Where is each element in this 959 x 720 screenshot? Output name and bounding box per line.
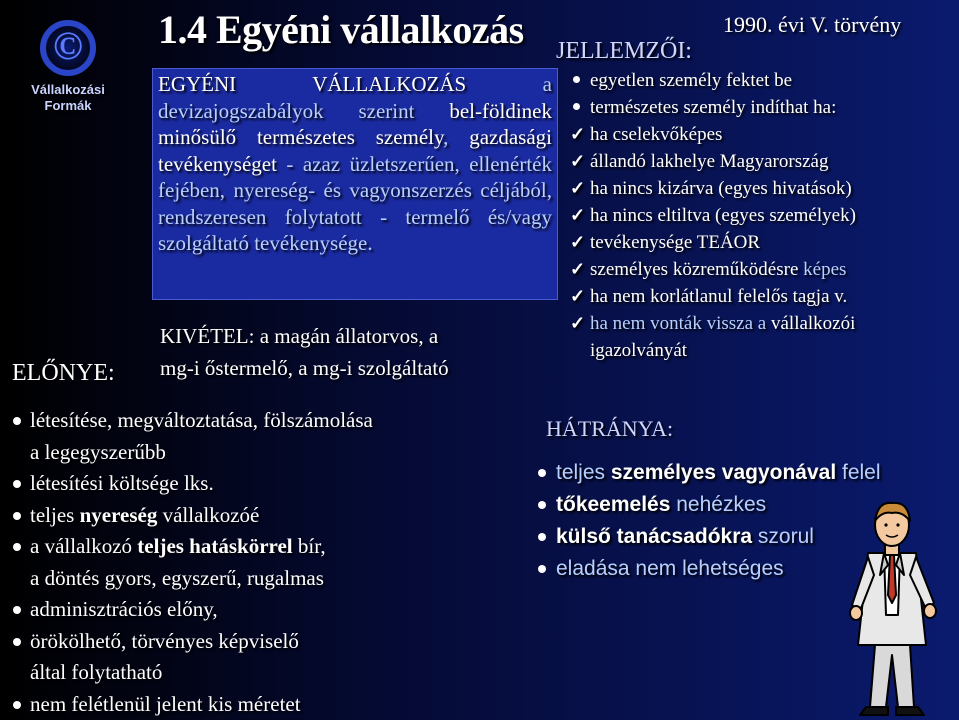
item-highlight: külső tanácsadókra — [556, 525, 753, 548]
list-item — [30, 657, 550, 689]
list-item — [590, 337, 955, 364]
item-text: adminisztrációs előny, — [30, 597, 218, 621]
item-text: egyetlen személy fektet be — [590, 70, 793, 91]
item-highlight: személyes közreműködésre — [590, 259, 799, 280]
item-text: tevékenysége TEÁOR — [590, 232, 761, 253]
law-reference: 1990. évi V. törvény — [723, 12, 902, 37]
logo-line2: Formák — [44, 98, 92, 113]
list-item — [30, 594, 550, 626]
item-text: teljes — [556, 461, 611, 484]
check-item — [590, 148, 955, 175]
item-text: ha nem vonták vissza a — [590, 313, 771, 334]
disadvantages-heading: HÁTRÁNYA: — [546, 416, 674, 441]
def-part-4: , — [443, 125, 470, 149]
check-item — [590, 310, 955, 337]
definition-text — [158, 71, 552, 257]
def-part-1: EGYÉNI VÁLLALKOZÁS — [158, 72, 467, 96]
list-item — [30, 437, 550, 469]
list-item — [590, 94, 955, 121]
item-text: bír, — [292, 534, 326, 558]
check-item — [590, 283, 955, 310]
check-item — [590, 229, 955, 256]
list-item — [30, 500, 550, 532]
item-text: ha nem korlátlanul felelős tagja v. — [590, 286, 848, 307]
item-highlight: tőkeemelés — [556, 493, 671, 516]
list-item — [30, 563, 550, 595]
item-text: képes — [798, 259, 847, 280]
slide-title: 1.4 Egyéni vállalkozás — [158, 7, 524, 52]
item-text: nem felétlenül jelent kis méretet — [30, 691, 301, 716]
item-highlight: személyes vagyonával — [610, 461, 837, 484]
item-text: örökölhető, törvényes képviselő — [30, 628, 299, 653]
check-item — [590, 256, 955, 283]
item-highlight: nyereség — [79, 502, 158, 527]
item-text: természetes személy indíthat ha: — [590, 97, 837, 118]
item-highlight: igazolványát — [590, 340, 688, 361]
item-text: a vállalkozó — [30, 534, 138, 558]
list-item — [590, 67, 955, 94]
def-part-2: a devizajogszabályok szerint — [158, 72, 553, 123]
exception-line1: KIVÉTEL: a magán állatorvos, a — [160, 324, 439, 348]
logo-line1: Vállalkozási — [31, 82, 105, 97]
businessman-clipart — [830, 495, 955, 720]
item-text: által folytatható — [30, 660, 163, 684]
list-item — [30, 468, 550, 500]
item-text: létesítési költsége lks. — [30, 471, 214, 495]
item-text: ha cselekvőképes — [590, 124, 723, 145]
item-text: állandó lakhelye Magyarország — [590, 151, 829, 172]
exception-line2: mg-i őstermelő, a mg-i szolgáltató — [160, 356, 449, 380]
list-item — [30, 626, 550, 658]
characteristics-list — [590, 67, 955, 364]
list-item — [30, 531, 550, 563]
item-text: teljes — [30, 502, 80, 527]
item-text: a legegyszerűbb — [30, 439, 166, 464]
copyright-icon: © — [53, 23, 83, 68]
item-text: felel — [836, 461, 881, 484]
exception-note — [160, 320, 550, 384]
item-highlight: vállalkozói — [770, 313, 856, 334]
item-text: nehézkes — [670, 493, 767, 516]
item-text: eladása nem lehetséges — [556, 557, 784, 580]
item-text: a döntés gyors, egyszerű, rugalmas — [30, 565, 324, 590]
list-item — [556, 457, 936, 489]
item-text: ha nincs kizárva (egyes hivatások) — [590, 178, 852, 199]
check-item — [590, 121, 955, 148]
logo — [8, 10, 128, 120]
def-part-6: - azaz üzletszerűen, ellenérték fejében, nyereség- és vagyonszerzés céljából, rendszeresen folytatott - termelő és/vagy szolgáltató tevékenysége. — [158, 151, 552, 255]
item-text: vállalkozóé — [157, 502, 260, 527]
def-part-3: bel-földinek minősülő természetes személy — [158, 98, 552, 149]
advantages-list — [30, 405, 550, 720]
def-part-5: gazdasági tevékenységet — [158, 125, 552, 176]
advantages-label: ELŐNYE: — [12, 360, 115, 386]
item-highlight: teljes hatáskörrel — [137, 534, 293, 558]
check-item — [590, 202, 955, 229]
characteristics-heading: JELLEMZŐI: — [556, 38, 692, 64]
item-text: ha nincs eltiltva (egyes személyek) — [590, 205, 856, 226]
list-item — [30, 689, 550, 720]
item-text: létesítése, megváltoztatása, fölszámolása — [30, 408, 373, 432]
item-text: szorul — [752, 525, 814, 548]
list-item — [30, 405, 550, 437]
check-item — [590, 175, 955, 202]
